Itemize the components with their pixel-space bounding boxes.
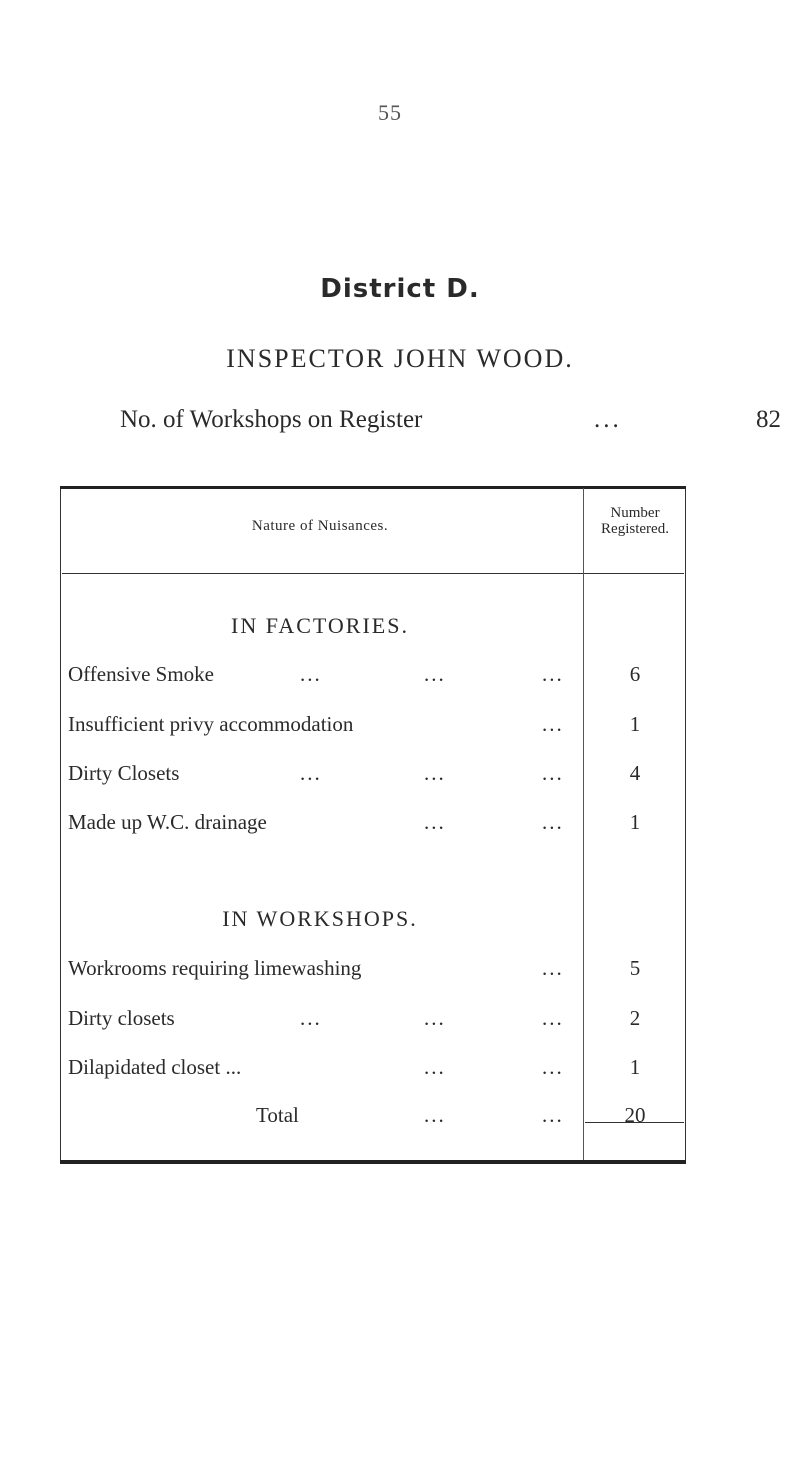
row-dots: ... (542, 662, 564, 686)
header-nature-of-nuisances: Nature of Nuisances. (251, 518, 389, 534)
section-workshops: IN WORKSHOPS. (222, 906, 418, 931)
header-number-line1: Number (610, 505, 660, 521)
row-dots: ... (542, 956, 564, 980)
table-bottom-rule (60, 1160, 686, 1164)
page-number: 55 (378, 100, 402, 125)
table-top-rule (60, 486, 686, 489)
total-label: Total (256, 1103, 299, 1127)
table-row (68, 1006, 682, 1036)
total-value: 20 (624, 1103, 646, 1127)
row-label: Dirty Closets (68, 761, 180, 785)
row-dots: ... (300, 761, 322, 785)
table-row (68, 662, 682, 692)
row-dots: ... (542, 810, 564, 834)
row-dots: ... (542, 1006, 564, 1030)
row-label: Dilapidated closet ... (68, 1055, 242, 1079)
row-value: 5 (629, 956, 641, 980)
district-title: District D. (320, 274, 480, 304)
register-dots: ... (594, 406, 622, 433)
inspector-heading: INSPECTOR JOHN WOOD. (226, 344, 574, 373)
row-dots: ... (424, 1055, 446, 1079)
register-line (120, 406, 781, 440)
row-dots: ... (300, 1006, 322, 1030)
table-row (68, 810, 682, 840)
row-value: 6 (629, 662, 641, 686)
row-dots: ... (542, 712, 564, 736)
table-row (68, 761, 682, 791)
table-row (68, 712, 682, 742)
row-dots: ... (424, 1006, 446, 1030)
row-dots: ... (300, 662, 322, 686)
row-value: 2 (629, 1006, 641, 1030)
table-row (68, 956, 682, 986)
row-label: Workrooms requiring limewashing (68, 956, 362, 980)
row-dots: ... (424, 810, 446, 834)
row-dots: ... (424, 662, 446, 686)
row-dots: ... (542, 1103, 564, 1127)
table-row-total (68, 1103, 682, 1133)
row-value: 4 (629, 761, 641, 785)
row-label: Offensive Smoke (68, 662, 215, 686)
header-number-registered (588, 505, 682, 537)
row-dots: ... (424, 1103, 446, 1127)
row-value: 1 (629, 712, 641, 736)
table-row (68, 1055, 682, 1085)
register-label: No. of Workshops on Register (120, 406, 423, 433)
row-dots: ... (424, 761, 446, 785)
table-header-rule (62, 573, 684, 574)
row-value: 1 (629, 1055, 641, 1079)
header-number-line2: Registered. (601, 521, 669, 537)
row-label: Made up W.C. drainage (68, 810, 267, 834)
row-dots: ... (542, 761, 564, 785)
row-dots: ... (542, 1055, 564, 1079)
row-label: Insufficient privy accommodation (68, 712, 354, 736)
row-value: 1 (629, 810, 641, 834)
row-label: Dirty closets (68, 1006, 175, 1030)
register-value: 82 (756, 406, 781, 433)
section-factories: IN FACTORIES. (231, 613, 409, 638)
